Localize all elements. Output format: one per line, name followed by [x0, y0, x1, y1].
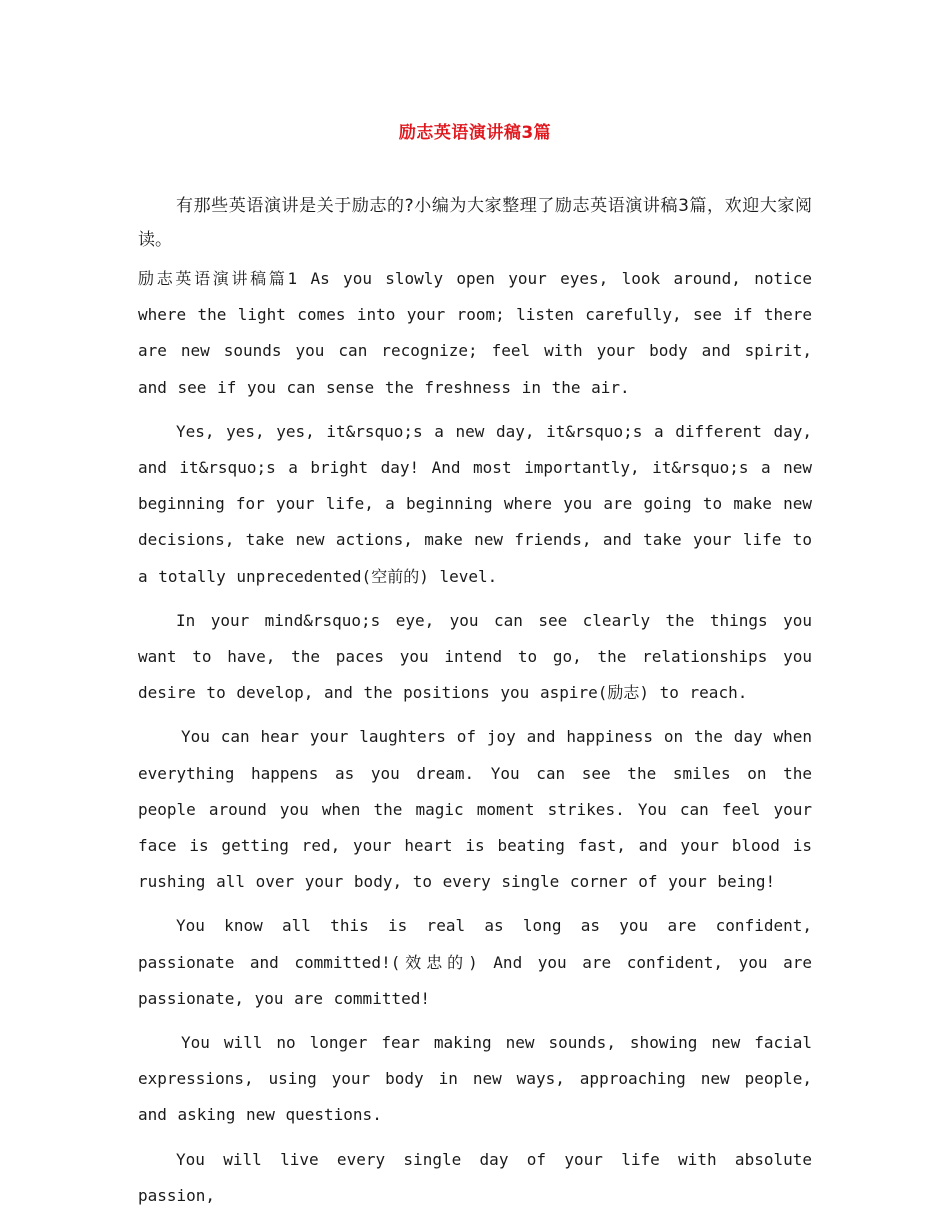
intro-paragraph: 有那些英语演讲是关于励志的?小编为大家整理了励志英语演讲稿3篇，欢迎大家阅读。: [138, 196, 812, 250]
speech-1-paragraph-6: You will no longer fear making new sounds, showing new facial expressions, using your body in new ways, approaching new people, and asking new questions.: [138, 1033, 812, 1125]
speech-1-paragraph-3: In your mind&rsquo;s eye, you can see clearly the things you want to have, the paces you intend to go, the relationships you desire to develop, and the positions you aspire(励志) to reach.: [138, 610, 812, 703]
speech-1-paragraph-7: You will live every single day of your life with absolute passion,: [138, 1149, 812, 1205]
speech-1-paragraph-2: Yes, yes, yes, it&rsquo;s a new day, it&rsquo;s a different day, and it&rsquo;s a bright day! And most importantly, it&rsquo;s a new beginning for your life, a beginning where you are going to make new decisions, take new actions, make new friends, and take your life to a totally unprecedented(空前的) level.: [138, 421, 812, 586]
document-page: [138, 118, 812, 1222]
speech-1-paragraph-1: 励志英语演讲稿篇1 As you slowly open your eyes, look around, notice where the light comes into your room; listen carefully, see if there are new sounds you can recognize; feel with your body and spirit, and see if you can sense the freshness in the air.: [138, 269, 812, 397]
speech-1-paragraph-5: You know all this is real as long as you are confident, passionate and committed!(效忠的) And you are confident, you are passionate, you are committed!: [138, 916, 812, 1008]
document-title: 励志英语演讲稿3篇: [398, 123, 552, 143]
speech-1-paragraph-4: You can hear your laughters of joy and happiness on the day when everything happens as you dream. You can see the smiles on the people around you when the magic moment strikes. You can feel your face is getting red, your heart is beating fast, and your blood is rushing all over your body, to every single corner of your being!: [138, 727, 812, 892]
